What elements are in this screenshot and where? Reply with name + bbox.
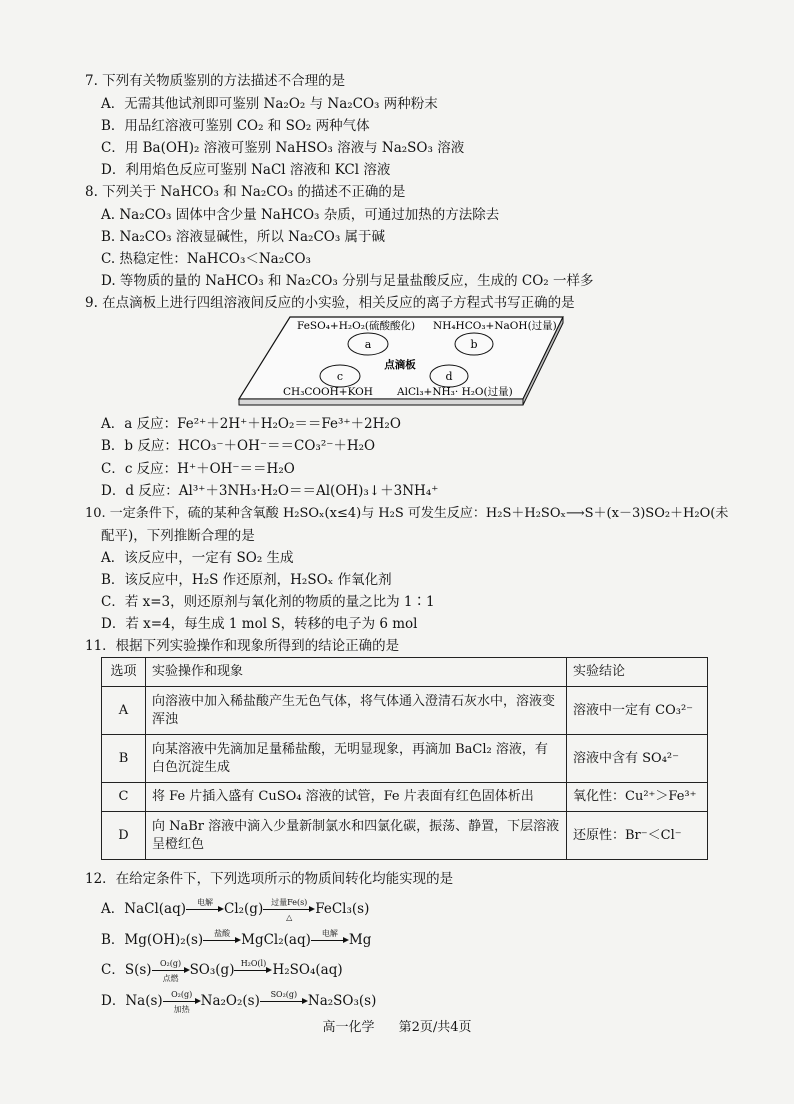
table-row bbox=[102, 735, 708, 783]
header-option: 选项 bbox=[102, 658, 146, 687]
q10-stem-line1: 10. 一定条件下，硫的某种含氧酸 H₂SOₓ(x≤4)与 H₂S 可发生反应：H₂S＋H₂SOₓ⟶S＋(x－3)SO₂＋H₂O(未 bbox=[85, 506, 729, 521]
row-d-operation: 向 NaBr 溶液中滴入少量新制氯水和四氯化碳，振荡、静置，下层溶液呈橙红色 bbox=[146, 812, 567, 860]
q8-option-c: C. 热稳定性：NaHCO₃＜Na₂CO₃ bbox=[101, 251, 311, 267]
option-label: A． bbox=[101, 901, 125, 917]
q9-stem: 9. 在点滴板上进行四组溶液间反应的小实验，相关反应的离子方程式书写正确的是 bbox=[85, 295, 575, 311]
species: NaCl(aq) bbox=[124, 901, 186, 917]
arrow-condition: 电解 bbox=[321, 928, 338, 938]
q7-option-c: C．用 Ba(OH)₂ 溶液可鉴别 NaHSO₃ 溶液与 Na₂SO₃ 溶液 bbox=[101, 140, 465, 156]
q9-option-a: A．a 反应：Fe²⁺＋2H⁺＋H₂O₂＝＝Fe³⁺＋2H₂O bbox=[101, 416, 401, 432]
arrow-condition-below: 加热 bbox=[173, 1004, 190, 1014]
species: Na₂SO₃(s) bbox=[307, 993, 377, 1009]
row-b-conclusion: 溶液中含有 SO₄²⁻ bbox=[567, 735, 708, 783]
arrow-condition: 电解 bbox=[196, 897, 213, 907]
row-a-conclusion: 溶液中一定有 CO₃²⁻ bbox=[567, 687, 708, 735]
q10-option-c: C．若 x=3，则还原剂与氧化剂的物质的量之比为 1∶1 bbox=[101, 594, 435, 610]
q10-option-d: D．若 x=4，每生成 1 mol S，转移的电子为 6 mol bbox=[101, 616, 418, 632]
row-a-option: A bbox=[102, 687, 146, 735]
species: Mg(OH)₂(s) bbox=[124, 932, 204, 948]
q7-option-a: A．无需其他试剂即可鉴别 Na₂O₂ 与 Na₂CO₃ 两种粉末 bbox=[101, 96, 438, 112]
arrow-condition: O₂(g) bbox=[159, 958, 182, 968]
q7-option-d: D．利用焰色反应可鉴别 NaCl 溶液和 KCl 溶液 bbox=[101, 162, 391, 178]
q8-stem: 8. 下列关于 NaHCO₃ 和 Na₂CO₃ 的描述不正确的是 bbox=[85, 184, 406, 200]
reaction-arrow bbox=[311, 928, 349, 950]
arrow-condition: SO₂(g) bbox=[270, 989, 298, 999]
species: Mg bbox=[348, 932, 372, 948]
reagent-a: FeSO₄+H₂O₂(硫酸酸化) bbox=[297, 320, 416, 332]
reagent-c: CH₃COOH+KOH bbox=[283, 386, 373, 398]
row-b-operation: 向某溶液中先滴加足量稀盐酸，无明显现象，再滴加 BaCl₂ 溶液，有白色沉淀生成 bbox=[146, 735, 567, 783]
q12-option-a bbox=[101, 897, 370, 922]
header-conclusion: 实验结论 bbox=[567, 658, 708, 687]
q7-stem: 7. 下列有关物质鉴别的方法描述不合理的是 bbox=[85, 73, 346, 89]
q7-option-b: B．用品红溶液可鉴别 CO₂ 和 SO₂ 两种气体 bbox=[101, 118, 370, 134]
well-b-label: b bbox=[470, 338, 478, 351]
arrow-condition: 过量Fe(s) bbox=[271, 897, 308, 907]
table-row bbox=[102, 687, 708, 735]
reaction-arrow bbox=[234, 958, 272, 980]
row-c-option: C bbox=[102, 783, 146, 812]
reaction-arrow bbox=[163, 989, 201, 1014]
q11-stem: 11．根据下列实验操作和现象所得到的结论正确的是 bbox=[85, 638, 400, 654]
reaction-arrow bbox=[186, 897, 224, 919]
q9-option-c: C．c 反应：H⁺＋OH⁻＝＝H₂O bbox=[101, 461, 295, 477]
q12-option-b bbox=[101, 928, 372, 950]
species: Cl₂(g) bbox=[223, 901, 264, 917]
q8-option-a: A. Na₂CO₃ 固体中含少量 NaHCO₃ 杂质，可通过加热的方法除去 bbox=[101, 207, 500, 223]
reagent-b: NH₄HCO₃+NaOH(过量) bbox=[433, 320, 557, 332]
reaction-arrow bbox=[260, 989, 308, 1011]
option-label: C． bbox=[101, 962, 125, 978]
arrow-condition-below: 点燃 bbox=[162, 973, 179, 983]
row-d-conclusion: 还原性：Br⁻＜Cl⁻ bbox=[567, 812, 708, 860]
well-a-label: a bbox=[364, 338, 372, 351]
option-label: B． bbox=[101, 932, 125, 948]
species: Na(s) bbox=[125, 993, 163, 1009]
table-header-row bbox=[102, 658, 708, 687]
row-b-option: B bbox=[102, 735, 146, 783]
table-row bbox=[102, 783, 708, 812]
species: Na₂O₂(s) bbox=[200, 993, 260, 1009]
q9-option-b: B．b 反应：HCO₃⁻＋OH⁻＝＝CO₃²⁻＋H₂O bbox=[101, 438, 376, 454]
well-d-label: d bbox=[445, 370, 453, 383]
reaction-arrow bbox=[203, 928, 241, 950]
species: FeCl₃(s) bbox=[315, 901, 370, 917]
species: SO₃(g) bbox=[189, 962, 235, 978]
reaction-arrow bbox=[152, 958, 190, 983]
arrow-condition: O₂(g) bbox=[171, 989, 193, 999]
header-operation: 实验操作和现象 bbox=[146, 658, 567, 687]
option-label: D． bbox=[101, 993, 126, 1009]
row-c-operation: 将 Fe 片插入盛有 CuSO₄ 溶液的试管，Fe 片表面有红色固体析出 bbox=[146, 783, 567, 812]
table-row bbox=[102, 812, 708, 860]
q11-table bbox=[101, 657, 708, 860]
q10-option-b: B．该反应中，H₂S 作还原剂，H₂SOₓ 作氧化剂 bbox=[101, 572, 392, 588]
q8-option-d: D. 等物质的量的 NaHCO₃ 和 Na₂CO₃ 分别与足量盐酸反应，生成的 CO₂ 一样多 bbox=[101, 273, 594, 289]
row-c-conclusion: 氧化性：Cu²⁺＞Fe³⁺ bbox=[567, 783, 708, 812]
footer-subject: 高一化学 bbox=[322, 1020, 375, 1035]
row-a-operation: 向溶液中加入稀盐酸产生无色气体，将气体通入澄清石灰水中，溶液变浑浊 bbox=[146, 687, 567, 735]
arrow-condition: H₂O(l) bbox=[240, 958, 267, 968]
reaction-arrow bbox=[263, 897, 315, 922]
page-footer bbox=[0, 1016, 794, 1035]
q10-option-a: A．该反应中，一定有 SO₂ 生成 bbox=[101, 550, 294, 566]
row-d-option: D bbox=[102, 812, 146, 860]
species: H₂SO₄(aq) bbox=[272, 962, 343, 978]
well-c-label: c bbox=[336, 370, 344, 383]
q12-stem: 12．在给定条件下，下列选项所示的物质间转化均能实现的是 bbox=[85, 871, 454, 887]
q10-stem-line2: 配平)，下列推断合理的是 bbox=[101, 528, 255, 544]
q12-option-d bbox=[101, 989, 377, 1014]
arrow-condition: 盐酸 bbox=[214, 928, 231, 938]
footer-page-number: 第2页/共4页 bbox=[398, 1020, 472, 1035]
q8-option-b: B. Na₂CO₃ 溶液显碱性，所以 Na₂CO₃ 属于碱 bbox=[101, 229, 386, 245]
species: MgCl₂(aq) bbox=[241, 932, 311, 948]
arrow-condition-below: △ bbox=[286, 912, 293, 922]
board-label: 点滴板 bbox=[384, 359, 416, 371]
q12-option-c bbox=[101, 958, 343, 983]
reagent-d: AlCl₃+NH₃· H₂O(过量) bbox=[397, 386, 513, 398]
spot-plate-figure bbox=[235, 313, 565, 415]
species: S(s) bbox=[124, 962, 152, 978]
q9-option-d: D．d 反应：Al³⁺＋3NH₃·H₂O＝＝Al(OH)₃↓＋3NH₄⁺ bbox=[101, 483, 439, 499]
